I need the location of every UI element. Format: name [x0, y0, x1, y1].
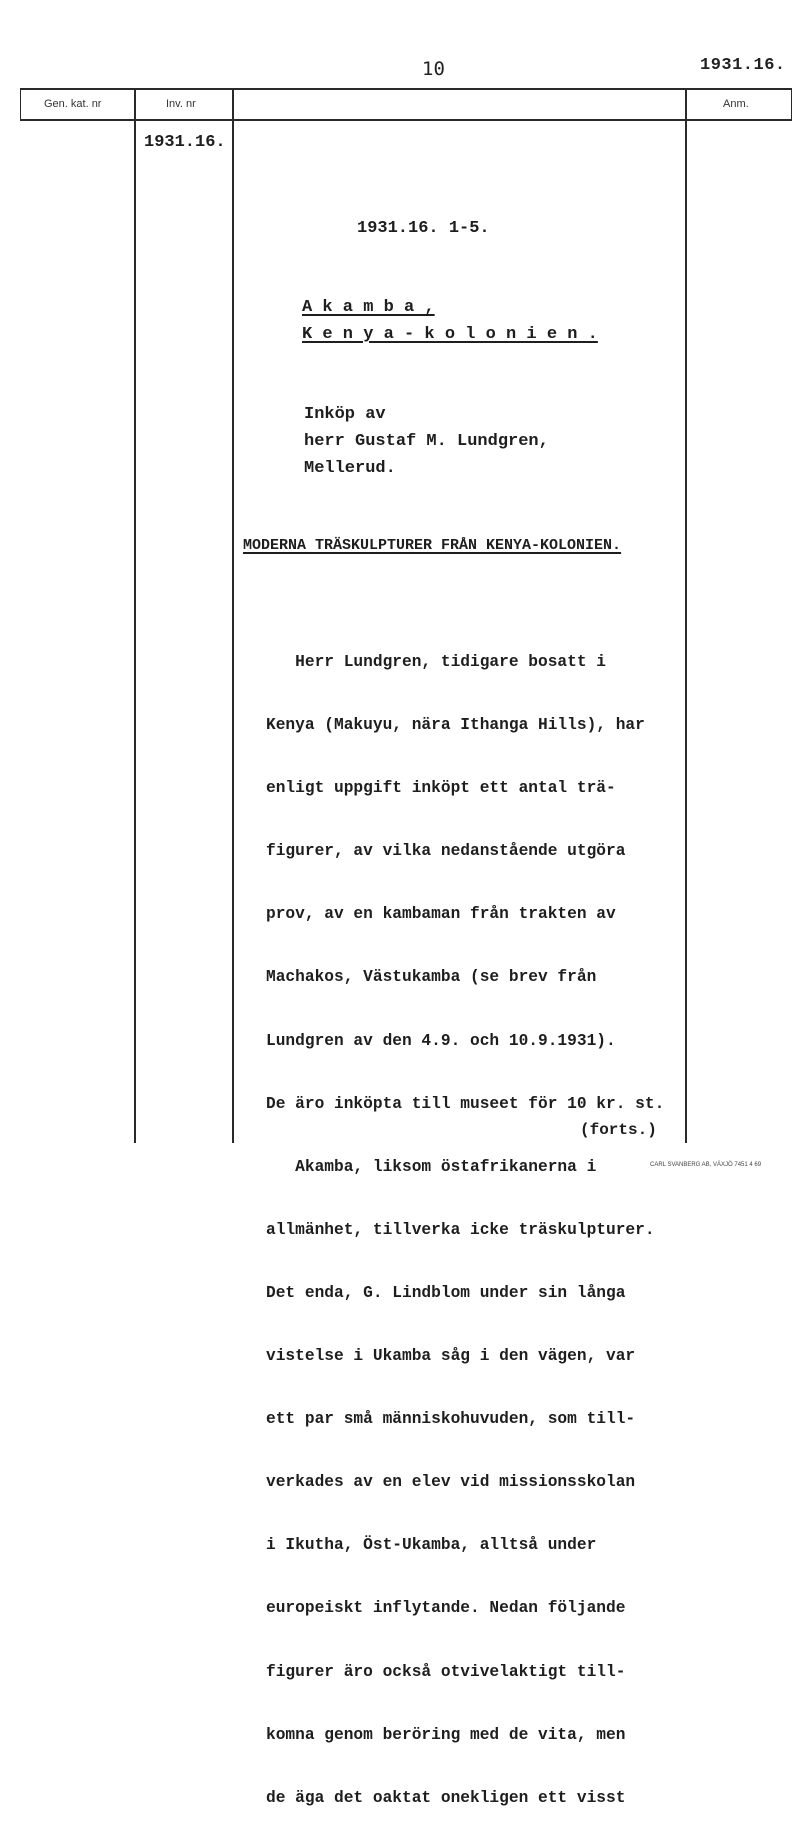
page-number: 10: [422, 58, 445, 80]
body-line: Machakos, Västukamba (se brev från: [266, 968, 597, 987]
inventory-number-entry: 1931.16.: [144, 133, 226, 152]
section-title-text: MODERNA TRÄSKULPTURER FRÅN KENYA-KOLONIEN.: [243, 537, 622, 554]
body-line: Kenya (Makuyu, nära Ithanga Hills), har: [266, 716, 645, 735]
body-line: allmänhet, tillverka icke träskulpturer.: [266, 1220, 655, 1239]
body-line: prov, av en kambaman från trakten av: [266, 905, 616, 924]
body-line: verkades av en elev vid missionsskolan: [266, 1473, 636, 1492]
location-people-text: A k a m b a ,: [302, 298, 435, 317]
body-line: europeiskt inflytande. Nedan följande: [266, 1599, 626, 1618]
body-line: Herr Lundgren, tidigare bosatt i: [266, 653, 606, 671]
printer-footer: CARL SVANBERG AB, VÄXJÖ 7451 4 69: [650, 1162, 762, 1168]
object-number-heading: 1931.16. 1-5.: [357, 219, 490, 238]
body-line: Det enda, G. Lindblom under sin långa: [266, 1283, 626, 1302]
column-header-inv-nr: Inv. nr: [166, 98, 196, 110]
section-title: [243, 537, 621, 554]
acquisition-line-3: Mellerud.: [304, 459, 396, 478]
continued-note: (forts.): [580, 1121, 657, 1139]
column-rule-gen-kat: [134, 88, 136, 1143]
body-line: enligt uppgift inköpt ett antal trä-: [266, 779, 616, 798]
body-line: ett par små människohuvuden, som till-: [266, 1410, 636, 1429]
acquisition-line-2: herr Gustaf M. Lundgren,: [304, 432, 549, 451]
column-header-anm: Anm.: [723, 98, 749, 110]
body-line: i Ikutha, Öst-Ukamba, alltså under: [266, 1536, 597, 1555]
body-line: Akamba, liksom östafrikanerna i: [266, 1157, 597, 1176]
column-rule-inv: [232, 88, 234, 1143]
body-line: Lundgren av den 4.9. och 10.9.1931).: [266, 1031, 616, 1050]
description-body: [266, 613, 664, 1830]
acquisition-line-1: Inköp av: [304, 405, 386, 424]
location-region: [302, 325, 598, 344]
column-rule-right-edge: [791, 88, 792, 121]
column-rule-anm: [685, 88, 687, 1143]
body-line: figurer äro också otvivelaktigt till-: [266, 1662, 626, 1681]
body-line: De äro inköpta till museet för 10 kr. st.: [266, 1094, 665, 1113]
location-people: [302, 298, 435, 317]
catalog-reference: 1931.16.: [700, 56, 786, 75]
body-line: komna genom beröring med de vita, men: [266, 1725, 626, 1744]
body-line: de äga det oaktat onekligen ett visst: [266, 1788, 626, 1807]
column-rule-left-edge: [20, 88, 21, 121]
column-header-gen-kat-nr: Gen. kat. nr: [44, 98, 102, 110]
body-line: vistelse i Ukamba såg i den vägen, var: [266, 1347, 636, 1366]
body-line: figurer, av vilka nedanstående utgöra: [266, 842, 626, 861]
location-region-text: K e n y a - k o l o n i e n .: [302, 325, 598, 344]
